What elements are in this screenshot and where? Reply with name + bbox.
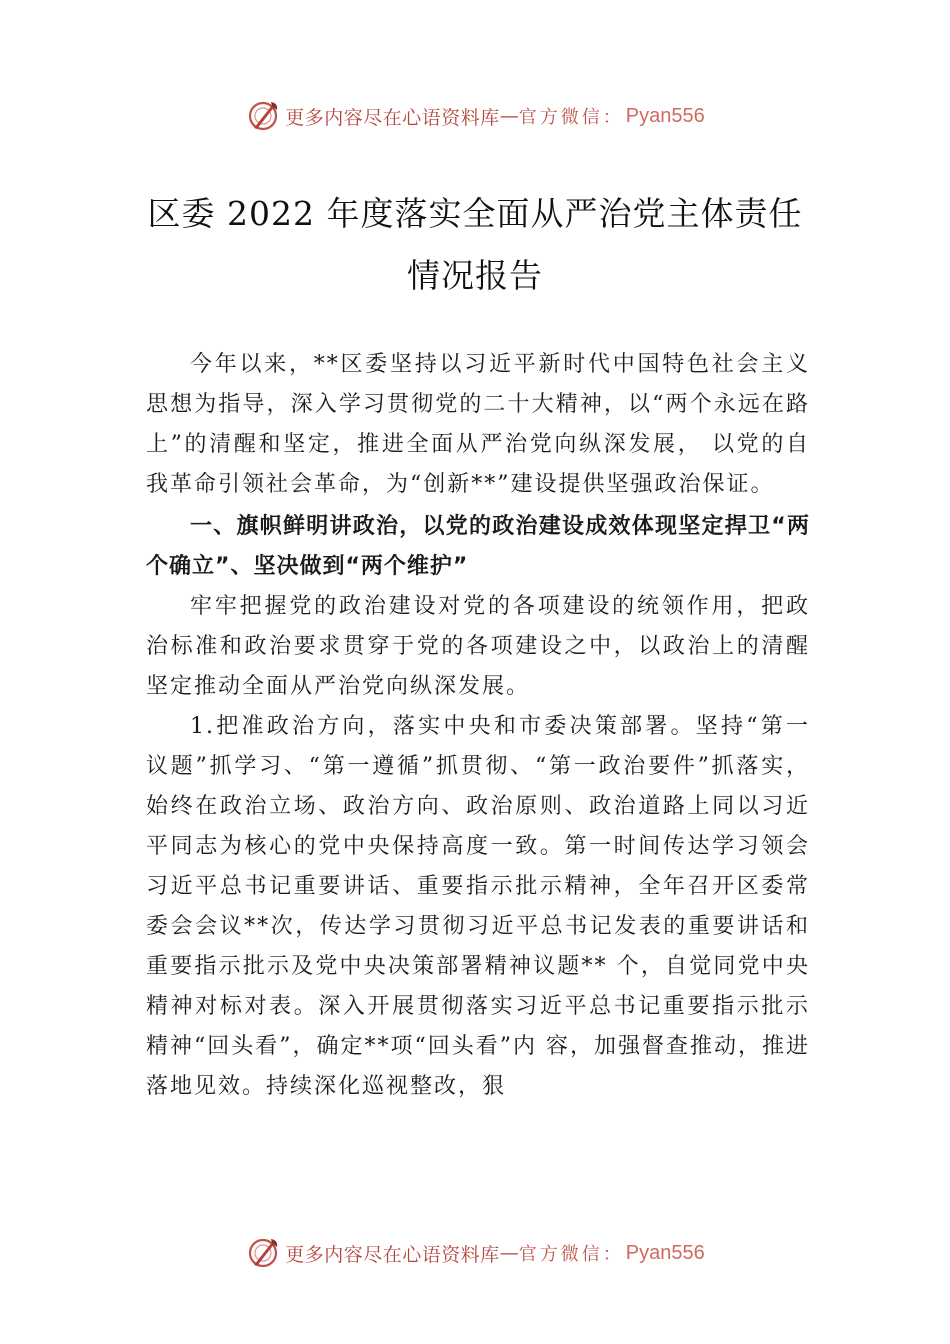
watermark-banner-bottom [0, 1233, 950, 1273]
watermark-wechat-label: 官方微信： [518, 107, 624, 128]
watermark-text: 更多内容尽在心语资料库 [285, 106, 500, 129]
paragraph-item-1: 1.把准政治方向，落实中央和市委决策部署。坚持“第一 议题”抓学习、“第一遵循”抓贯彻、“第一政治要件”抓落实，始终在政治立场、政治方向、政治原则、政治道路上同以习近平同志为核心的党中央保持高度一致。第一时间传达学习领会习近平总书记重要讲话、重要指示批示精神，全年召开区委常委会会议**次，传达学习贯彻习近平总书记发表的重要讲话和重要指示批示及党中央决策部署精神议题** 个，自觉同党中央精神对标对表。深入开展贯彻落实习近平总书记重要指示批示精神“回头看”，确定**项“回头看”内 容，加强督查推动，推进落地见效。持续深化巡视整改，狠 [146, 714, 810, 1099]
paragraph-intro: 今年以来，**区委坚持以习近平新时代中国特色社会主义思想为指导，深入学习贯彻党的二十大精神，以“两个永远在路上”的清醒和坚定，推进全面从严治党向纵深发展， 以党的自我革命引领社会革命，为“创新**”建设提供坚强政治保证。 [146, 352, 810, 497]
watermark-dash: — [499, 105, 519, 127]
watermark-wechat-id: Pyan556 [625, 1241, 705, 1264]
watermark-text: 更多内容尽在心语资料库 [285, 1243, 500, 1266]
watermark-dash: — [499, 1242, 519, 1264]
watermark-wechat-label: 官方微信： [518, 1244, 624, 1265]
document-body [146, 345, 810, 1107]
document-title-line1: 区委 2022 年度落实全面从严治党主体责任 [147, 194, 803, 233]
document-title-line2: 情况报告 [407, 256, 543, 295]
watermark-banner-top [0, 96, 950, 136]
paragraph-section-1-intro: 牢牢把握党的政治建设对党的各项建设的统领作用，把政治标准和政治要求贯穿于党的各项建设之中，以政治上的清醒坚定推动全面从严治党向纵深发展。 [146, 594, 810, 699]
section-heading-1: 一、旗帜鲜明讲政治，以党的政治建设成效体现坚定捍卫“两个确立”、坚决做到“两个维护” [146, 514, 810, 579]
quill-pen-logo-icon [245, 98, 281, 134]
quill-pen-logo-icon [245, 1235, 281, 1271]
watermark-wechat-id: Pyan556 [625, 104, 705, 127]
